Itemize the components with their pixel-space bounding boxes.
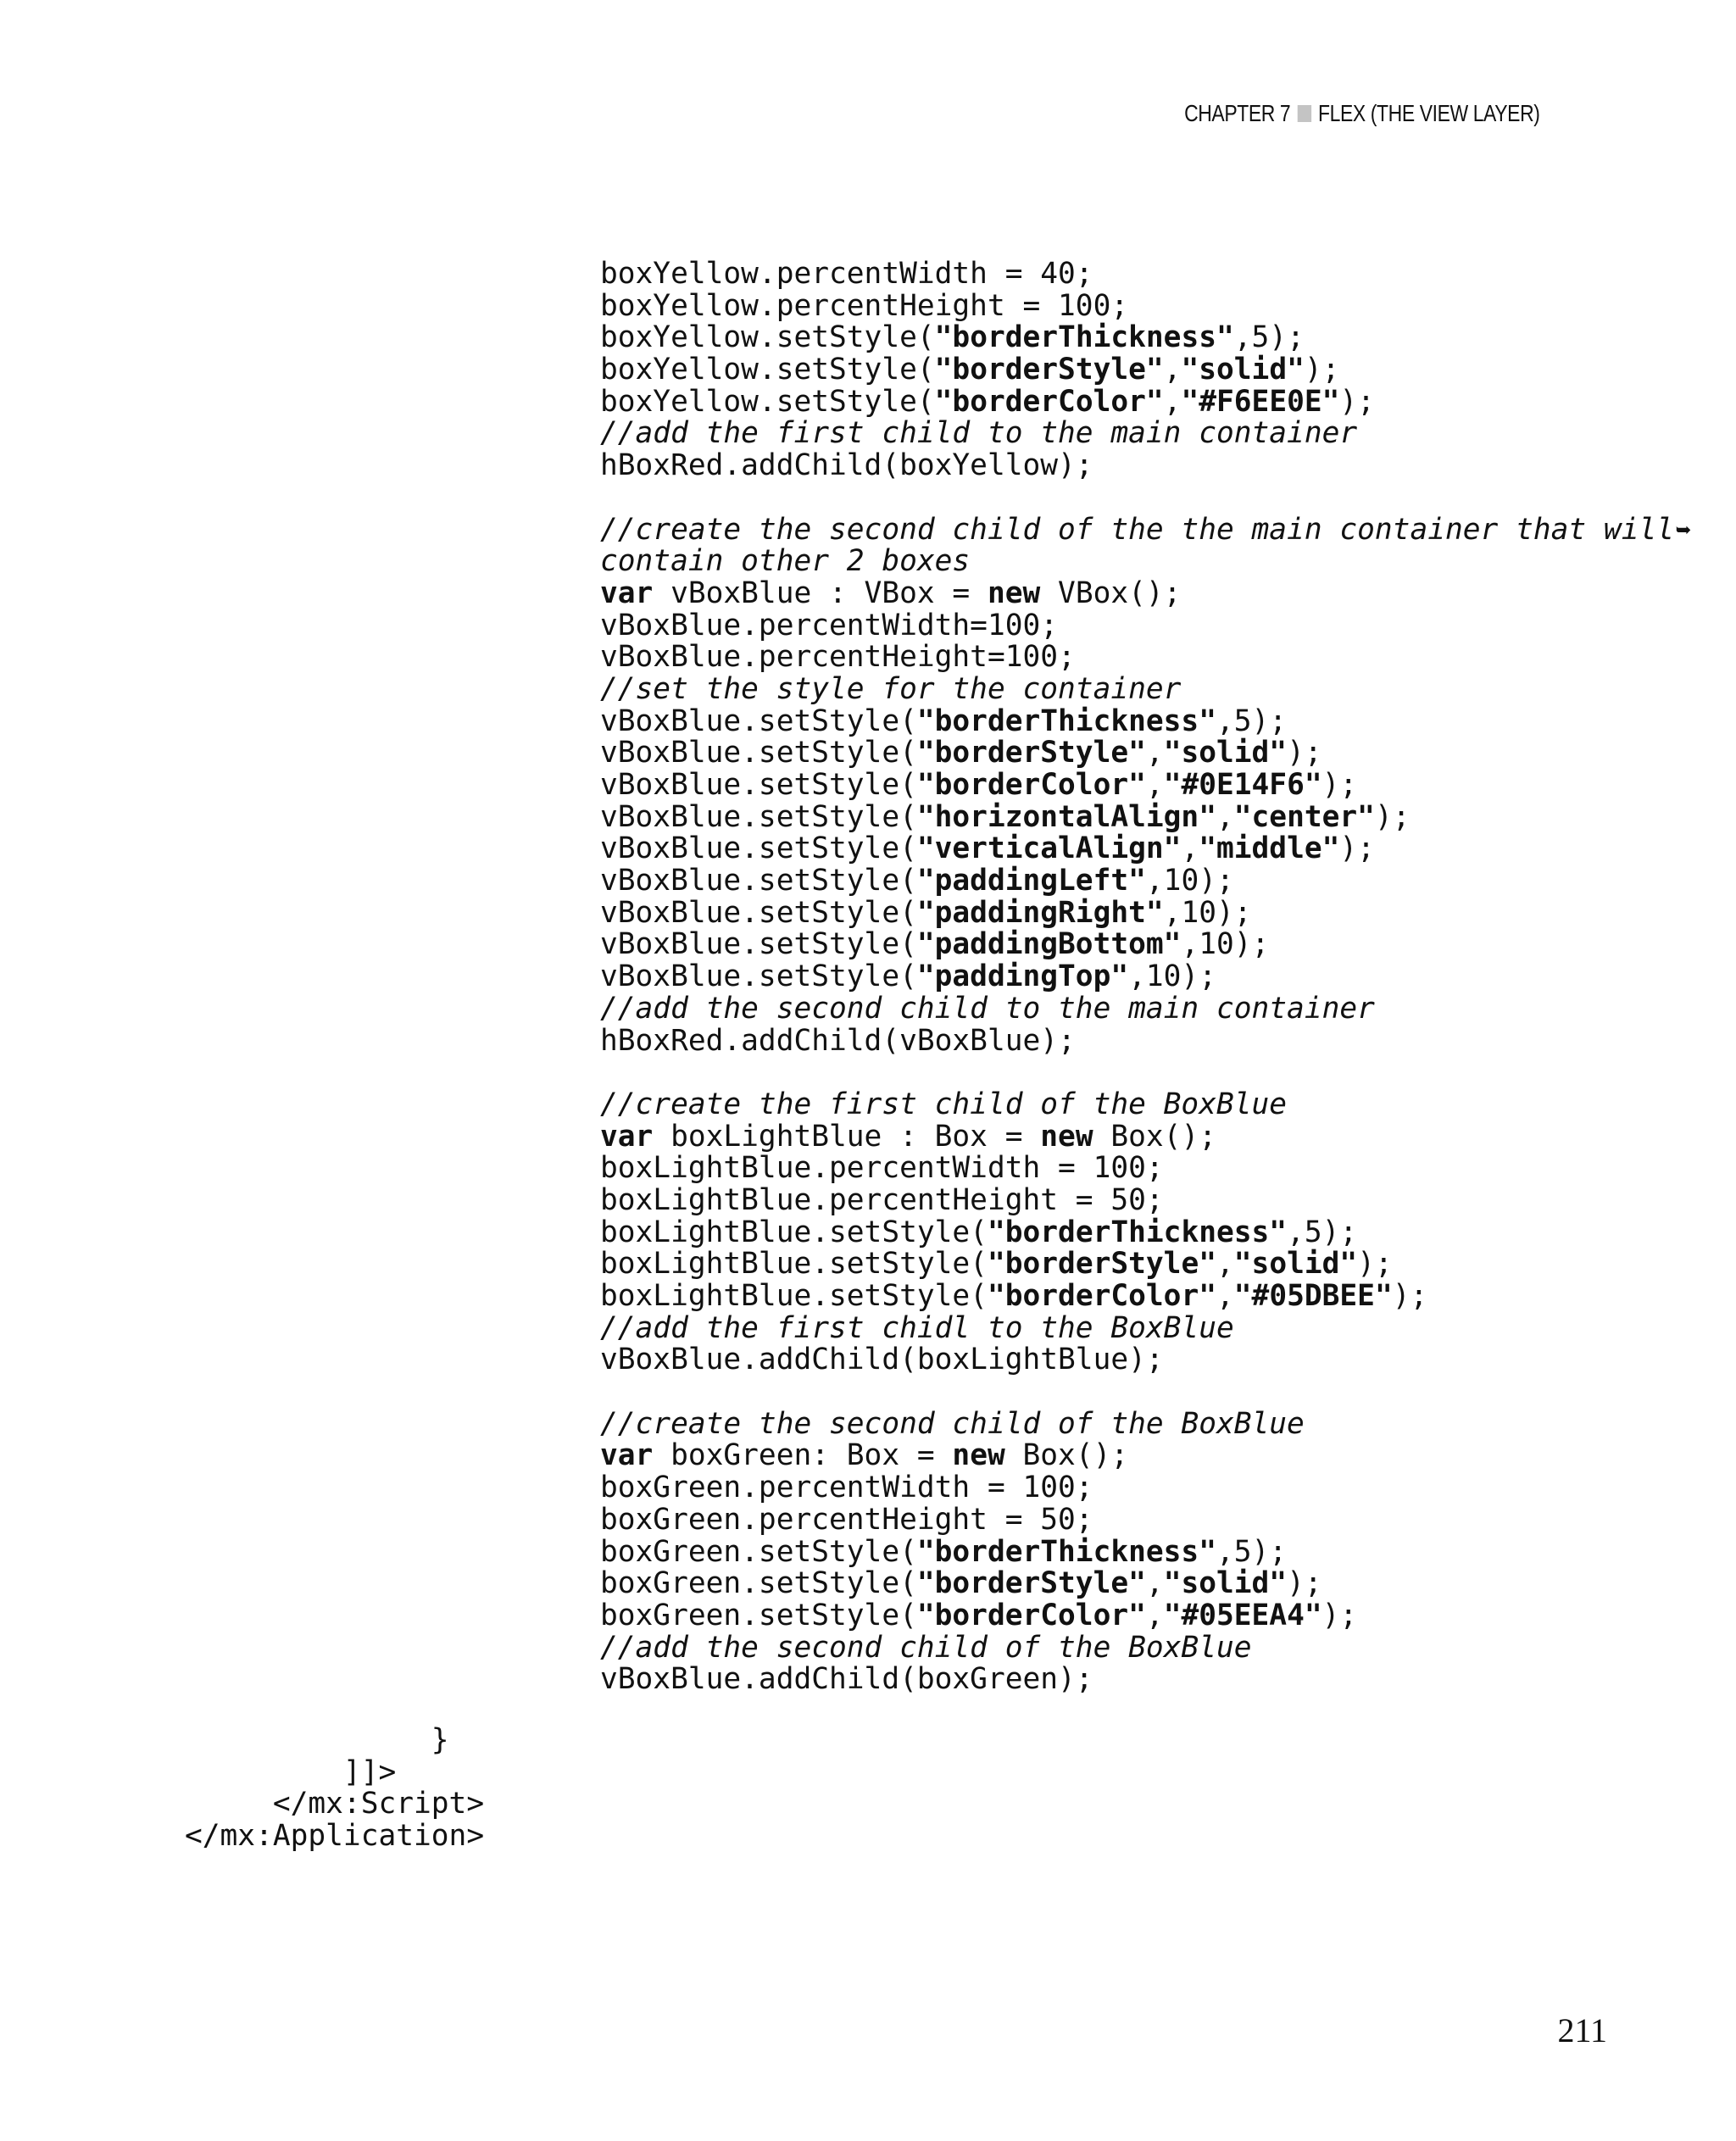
code-keyword: "paddingTop" (916, 959, 1129, 994)
code-text: VBox(); (1040, 576, 1182, 610)
code-keyword: "paddingBottom" (916, 927, 1182, 962)
code-text: ); (1304, 353, 1340, 387)
code-line (600, 610, 1691, 642)
code-comment: contain other 2 boxes (600, 544, 971, 579)
code-text: boxYellow.setStyle( (600, 320, 935, 355)
code-keyword: "verticalAlign" (916, 831, 1182, 866)
code-text: ); (1287, 736, 1322, 770)
code-keyword: "paddingRight" (916, 895, 1164, 930)
code-line: </mx:Application> (185, 1819, 485, 1854)
code-keyword: var (600, 576, 654, 610)
code-line (600, 1023, 1691, 1058)
code-keyword: "horizontalAlign" (916, 799, 1216, 834)
code-text: vBoxBlue.setStyle( (600, 959, 917, 994)
code-text: ,10); (1145, 864, 1234, 898)
code-keyword: var (600, 1119, 654, 1154)
code-listing (600, 259, 1691, 1696)
code-text: ,5); (1233, 320, 1305, 355)
code-keyword: "solid" (1163, 736, 1288, 770)
code-keyword: "borderColor" (987, 1279, 1216, 1313)
code-line (600, 1632, 1691, 1665)
code-line (600, 322, 1691, 354)
code-text: vBoxBlue.setStyle( (600, 927, 917, 962)
code-text: ); (1392, 1279, 1428, 1313)
code-keyword: var (600, 1438, 654, 1473)
code-line: </mx:Script> (185, 1787, 485, 1821)
code-line (600, 993, 1691, 1026)
code-text: boxLightBlue.percentHeight = 50; (600, 1182, 1164, 1217)
code-keyword: "#0E14F6" (1163, 768, 1322, 802)
code-text: ); (1339, 831, 1375, 866)
code-keyword: "borderColor" (916, 768, 1146, 802)
code-text: boxYellow.setStyle( (600, 384, 935, 419)
code-line (600, 1344, 1691, 1376)
code-text: vBoxBlue.percentHeight=100; (600, 640, 1076, 675)
code-text: ); (1339, 384, 1375, 419)
code-comment: //add the second child of the BoxBlue (600, 1630, 1252, 1665)
code-text: vBoxBlue.setStyle( (600, 895, 917, 930)
code-text: boxGreen.percentWidth = 100; (600, 1471, 1093, 1505)
code-text: ,5); (1216, 703, 1288, 738)
code-comment: //add the first chidl to the BoxBlue (600, 1310, 1234, 1345)
code-line (600, 1600, 1691, 1632)
code-keyword: "#05DBEE" (1233, 1279, 1393, 1313)
code-text: vBoxBlue.percentWidth=100; (600, 608, 1059, 642)
code-line (600, 770, 1691, 802)
code-text: Box(); (1004, 1438, 1129, 1473)
code-text: vBoxBlue.addChild(boxGreen); (600, 1662, 1093, 1697)
code-text: , (1145, 768, 1164, 802)
code-text: boxGreen: Box = (653, 1438, 953, 1473)
code-line (600, 259, 1691, 291)
line-continuation-icon: ➥ (1676, 515, 1692, 546)
code-keyword: "middle" (1199, 831, 1340, 866)
code-line (600, 1182, 1691, 1217)
code-keyword: "paddingLeft" (916, 864, 1146, 898)
code-line (600, 514, 1691, 547)
code-comment: //add the second child to the main container (600, 991, 1375, 1026)
code-text: ); (1321, 1598, 1358, 1632)
code-text: ); (1321, 768, 1358, 802)
code-line (600, 1281, 1691, 1313)
code-text: ,5); (1287, 1215, 1358, 1249)
code-text: vBoxBlue.setStyle( (600, 799, 917, 834)
code-keyword: "borderThickness" (916, 1534, 1216, 1569)
code-text: boxGreen.setStyle( (600, 1566, 917, 1601)
code-line (600, 1217, 1691, 1249)
code-text: ,10); (1181, 927, 1270, 962)
code-text: boxYellow.percentWidth = 40; (600, 257, 1093, 291)
code-text: vBoxBlue.addChild(boxLightBlue); (600, 1343, 1164, 1377)
code-keyword: "borderThickness" (916, 703, 1216, 738)
code-line (600, 833, 1691, 865)
code-keyword: "#05EEA4" (1163, 1598, 1322, 1632)
code-comment: //add the first child to the main container (600, 416, 1358, 451)
code-line (600, 895, 1691, 930)
code-text: , (1216, 1279, 1234, 1313)
code-line (600, 799, 1691, 834)
code-line (600, 354, 1691, 386)
code-text: vBoxBlue.setStyle( (600, 736, 917, 770)
code-text: boxLightBlue : Box = (653, 1119, 1041, 1154)
code-keyword: "borderStyle" (987, 1247, 1216, 1282)
code-line (600, 1121, 1691, 1154)
code-line (600, 961, 1691, 993)
code-line (600, 865, 1691, 898)
code-line: } (185, 1723, 449, 1757)
code-line (600, 1153, 1691, 1185)
code-line (600, 450, 1691, 482)
code-comment: //create the first child of the BoxBlue (600, 1087, 1288, 1121)
code-line (600, 418, 1691, 450)
code-line (600, 1568, 1691, 1600)
code-line (600, 1310, 1691, 1345)
code-text: ); (1287, 1566, 1322, 1601)
code-keyword: new (1040, 1119, 1093, 1154)
code-line (600, 482, 1691, 514)
code-text: vBoxBlue.setStyle( (600, 768, 917, 802)
code-line (600, 703, 1691, 738)
code-line (600, 288, 1691, 323)
code-keyword: "borderColor" (934, 384, 1164, 419)
code-text: vBoxBlue.setStyle( (600, 703, 917, 738)
code-text: boxGreen.setStyle( (600, 1598, 917, 1632)
header-separator-square (1297, 105, 1310, 122)
code-listing-closing-tags (185, 1725, 484, 1853)
code-text: ,10); (1128, 959, 1216, 994)
code-line (600, 1664, 1691, 1696)
code-line (600, 1057, 1691, 1089)
code-comment: //set the style for the container (600, 671, 1182, 706)
code-line (600, 546, 1691, 578)
code-line (600, 1248, 1691, 1281)
code-text: ,5); (1216, 1534, 1288, 1569)
code-line (600, 1472, 1691, 1504)
code-text: , (1163, 384, 1182, 419)
code-text: , (1216, 1247, 1234, 1282)
code-text: hBoxRed.addChild(vBoxBlue); (600, 1023, 1076, 1058)
code-keyword: new (952, 1438, 1005, 1473)
code-keyword: "center" (1233, 799, 1375, 834)
code-text: boxYellow.setStyle( (600, 353, 935, 387)
code-text: ); (1374, 799, 1410, 834)
code-comment: //create the second child of the BoxBlue (600, 1406, 1305, 1441)
code-line (600, 1440, 1691, 1472)
code-text: boxLightBlue.setStyle( (600, 1279, 988, 1313)
chapter-title: FLEX (THE VIEW LAYER) (1317, 100, 1539, 126)
code-keyword: new (987, 576, 1041, 610)
code-text: boxGreen.percentHeight = 50; (600, 1502, 1093, 1537)
code-text: boxLightBlue.setStyle( (600, 1247, 988, 1282)
code-line (600, 1376, 1691, 1409)
code-text: , (1163, 353, 1182, 387)
code-keyword: "solid" (1163, 1566, 1288, 1601)
code-comment: //create the second child of the the main container that will (600, 512, 1675, 547)
code-text: , (1145, 1598, 1164, 1632)
code-keyword: "borderThickness" (987, 1215, 1288, 1249)
code-text: boxYellow.percentHeight = 100; (600, 288, 1129, 323)
code-line (600, 1089, 1691, 1121)
code-text: ,10); (1163, 895, 1252, 930)
code-line (600, 671, 1691, 706)
code-text: vBoxBlue.setStyle( (600, 864, 917, 898)
code-keyword: "solid" (1181, 353, 1305, 387)
code-line (600, 1406, 1691, 1441)
code-line (600, 1534, 1691, 1569)
code-text: ); (1357, 1247, 1393, 1282)
code-text: Box(); (1093, 1119, 1216, 1154)
code-keyword: "borderStyle" (934, 353, 1164, 387)
code-text: hBoxRed.addChild(boxYellow); (600, 448, 1093, 483)
code-text: , (1216, 799, 1234, 834)
code-keyword: "solid" (1233, 1247, 1358, 1282)
code-line (600, 386, 1691, 419)
code-line (600, 642, 1691, 674)
code-text: , (1181, 831, 1199, 866)
code-keyword: "borderStyle" (916, 1566, 1146, 1601)
code-line (600, 1504, 1691, 1537)
page-number: 211 (1557, 2011, 1607, 2049)
code-text: boxLightBlue.percentWidth = 100; (600, 1151, 1164, 1186)
code-line: ]]> (185, 1755, 397, 1789)
code-keyword: "borderColor" (916, 1598, 1146, 1632)
code-text: vBoxBlue : VBox = (653, 576, 988, 610)
code-line (600, 578, 1691, 610)
chapter-label: CHAPTER 7 (1183, 100, 1290, 126)
code-text: , (1145, 736, 1164, 770)
code-keyword: "borderThickness" (934, 320, 1234, 355)
code-keyword: "#F6EE0E" (1181, 384, 1340, 419)
code-text: , (1145, 1566, 1164, 1601)
code-text: boxGreen.setStyle( (600, 1534, 917, 1569)
running-header (1184, 100, 1539, 127)
code-text: boxLightBlue.setStyle( (600, 1215, 988, 1249)
code-text: vBoxBlue.setStyle( (600, 831, 917, 866)
code-keyword: "borderStyle" (916, 736, 1146, 770)
code-line (600, 737, 1691, 770)
code-line (600, 929, 1691, 961)
